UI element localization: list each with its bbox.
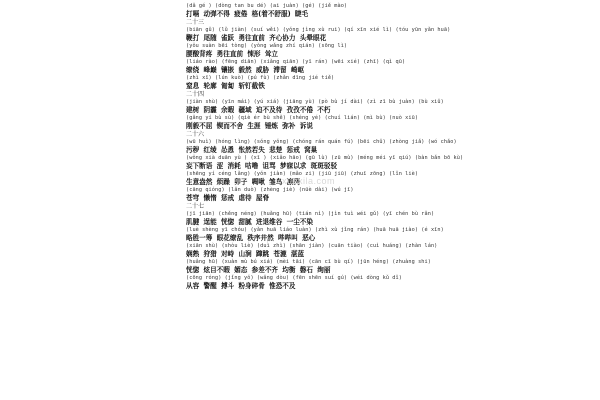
pinyin-line: (gǎng yí bù sù) (qiè ér bù shě) (shéng yé) (chuí lián) (mì bù) (nuò xiū) <box>186 115 419 121</box>
pinyin-line: (shēng yí céng lǎng) (yǒn jiàn) (mǎo zi) (jiū jiū) (zhuī zōng) (lǐn liè) <box>186 171 419 177</box>
hanzi-line: 建树 阴霾 余暇 疆域 迫不及待 孜孜不倦 不朽 <box>186 106 331 114</box>
pinyin-line: (dǎ gé ) (dòng tan bu dé) (ai juàn) (gé) (jiě mào) <box>186 3 348 9</box>
watermark: xuexila.com <box>282 176 336 186</box>
hanzi-line: 肌腱 逞能 恍惚 甜腻 进退维谷 一尘不染 <box>186 218 313 226</box>
pinyin-line: (xiān shù) (shòu liè) (duì zhì) (shān jiàn) (cuān tiào) (cuì huáng) (zhàn lán) <box>186 243 438 249</box>
pinyin-line: (jī jiān) (chěng néng) (huǎng hū) (tián nì) (jìn tuì wéi gǔ) (yī chén bù rǎn) <box>186 211 435 217</box>
hanzi-line: 从容 警醒 搏斗 粉身碎骨 惟恐不及 <box>186 282 296 290</box>
hanzi-line: 娴熟 狩猎 对峙 山涧 蹿跳 苍漉 湛蓝 <box>186 250 305 258</box>
pinyin-line: (wǒng xià duān yù ) (xī ) (xiǎo hāo) (gū lù) (zū mù) (méng méi yī qiú) (bàn bǎn bō kù) <box>186 155 464 161</box>
hanzi-line: 刚毅不屈 锲而不舍 生涯 锤炼 弥补 诉说 <box>186 122 313 130</box>
pinyin-line: (yǒu suàn bēi tòng) (yǒng wǎng zhí qián) (sōng lì) <box>186 43 348 49</box>
pinyin-line: (luè shèng yī chóu) (yǎn huā liáo luàn) (zhì xù jǐng rán) (huā huā jiào) (é xīn) <box>186 227 444 233</box>
section-heading: 二十七 <box>186 203 205 210</box>
hanzi-line: 缭绕 峰巅 镶嵌 毅然 威胁 滞留 崎岖 <box>186 66 305 74</box>
hanzi-line: 生意盎然 烦躁 卯子 啁啾 雏鸟 凛冽 <box>186 178 300 186</box>
hanzi-line: 腰酸背疼 勇往直前 悚形 耸立 <box>186 50 279 58</box>
pinyin-line: (wū huì) (hóng lìng) (sǒng yǒng) (chóng rán quán fú) (bēi chǔ) (zhòng jiǎ) (wó chǎo) <box>186 139 457 145</box>
hanzi-line: 恍惚 炫目不暇 媚态 参差不齐 均衡 磐石 绚丽 <box>186 266 331 274</box>
section-heading: 二十四 <box>186 91 205 98</box>
vocabulary-list <box>186 3 464 291</box>
section-heading: 二十三 <box>186 19 205 26</box>
pinyin-line: (zhì xī) (lún kuò) (pú fù) (zhǎn dīng jié tiě) <box>186 75 335 81</box>
pinyin-line: (cōng róng) (jǐng yǒ) (wǎng dòu) (fēn shēn suí gú) (wéi dòng kǔ dǐ) <box>186 275 402 281</box>
pinyin-line: (huǎng hū) (xuàn mù bú xiá) (mèi tāi) (cān cī bù qí) (jūn héng) (zhuàng shi) <box>186 259 431 265</box>
pinyin-line: (biān gǔ) (lǔ jiàn) (suí wěi) (yǒng jìng xù rui) (qí xīn xié lì) (tóu yūn yǎn huā) <box>186 27 451 33</box>
hanzi-line: 苍穹 懒惰 惩戒 虐待 屋脊 <box>186 194 270 202</box>
hanzi-line: 打嗝 动弹不得 疲倦 格(着不舒服) 睫毛 <box>186 10 309 18</box>
hanzi-line: 窒息 轮廓 匍匐 斩钉截铁 <box>186 82 265 90</box>
section-heading: 二十六 <box>186 131 205 138</box>
pinyin-line: (jiàn shù) (yīn mái) (yú xiá) (jiāng yù) (pò bù jí dài) (zì zī bù juàn) (bù xiǔ) <box>186 99 444 105</box>
pinyin-line: (cāng qióng) (lǎn duò) (zhèng jiè) (nüè dài) (wú jī) <box>186 187 354 193</box>
hanzi-line: 妄下断语 涩 消耗 咕噜 诅骂 梦寐以求 斑斑驳驳 <box>186 162 338 170</box>
hanzi-line: 鞭打 尾随 雀跃 勇往直前 齐心协力 头晕眼花 <box>186 34 327 42</box>
hanzi-line: 污秽 红绫 怂恿 怅然若失 悲楚 惩戒 窝巢 <box>186 146 318 154</box>
pinyin-line: (liáo rào) (fēng diān) (xiǎng qiān) (yī rán) (wēi xié) (zhī) (qì qū) <box>186 59 406 65</box>
hanzi-line: 略胜一筹 眼花缭乱 秩序井然 哔哔叫 恶心 <box>186 234 316 242</box>
